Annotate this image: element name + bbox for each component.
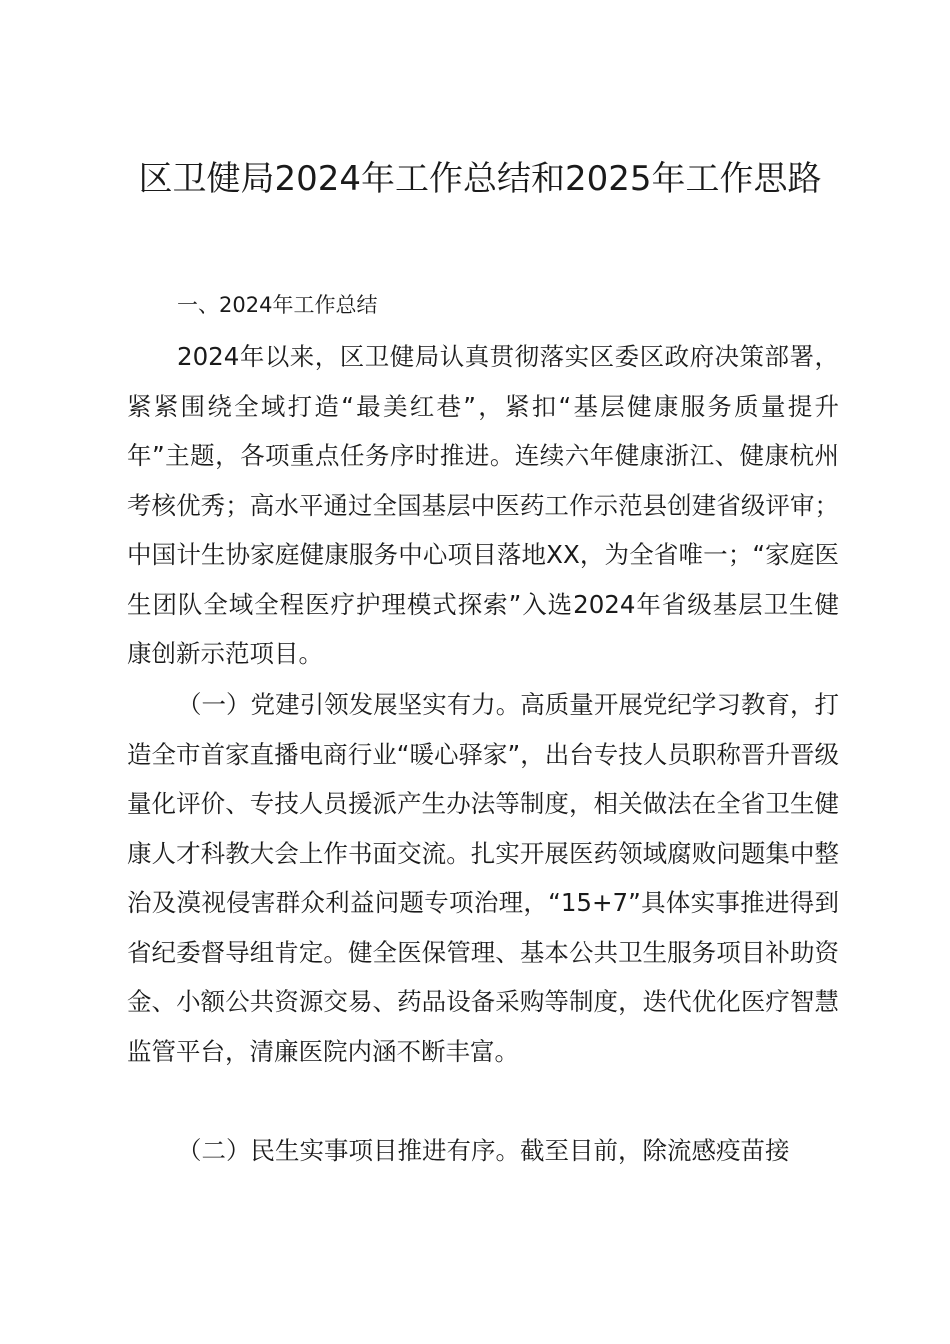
document-title: 区卫健局2024年工作总结和2025年工作思路 bbox=[138, 159, 822, 199]
paragraph-intro: 2024年以来，区卫健局认真贯彻落实区委区政府决策部署，紧紧围绕全域打造“最美红巷”，紧扣“基层健康服务质量提升年”主题，各项重点任务序时推进。连续六年健康浙江、健康杭州考核优秀；高水平通过全国基层中医药工作示范县创建省级评审；中国计生协家庭健康服务中心项目落地XX，为全省唯一；“家庭医生团队全域全程医疗护理模式探索”入选2024年省级基层卫生健康创新示范项目。 bbox=[127, 342, 839, 668]
section-heading: 一、2024年工作总结 bbox=[177, 293, 378, 317]
paragraph-livelihood-projects: （二）民生实事项目推进有序。截至目前，除流感疫苗接 bbox=[177, 1136, 790, 1165]
paragraph-party-building: （一）党建引领发展坚实有力。高质量开展党纪学习教育，打造全市首家直播电商行业“暖心驿家”，出台专技人员职称晋升晋级量化评价、专技人员援派产生办法等制度，相关做法在全省卫生健康人才科教大会上作书面交流。扎实开展医药领域腐败问题集中整治及漠视侵害群众利益问题专项治理，“15+7”具体实事推进得到省纪委督导组肯定。健全医保管理、基本公共卫生服务项目补助资金、小额公共资源交易、药品设备采购等制度，迭代优化医疗智慧监管平台，清廉医院内涵不断丰富。 bbox=[127, 690, 839, 1066]
